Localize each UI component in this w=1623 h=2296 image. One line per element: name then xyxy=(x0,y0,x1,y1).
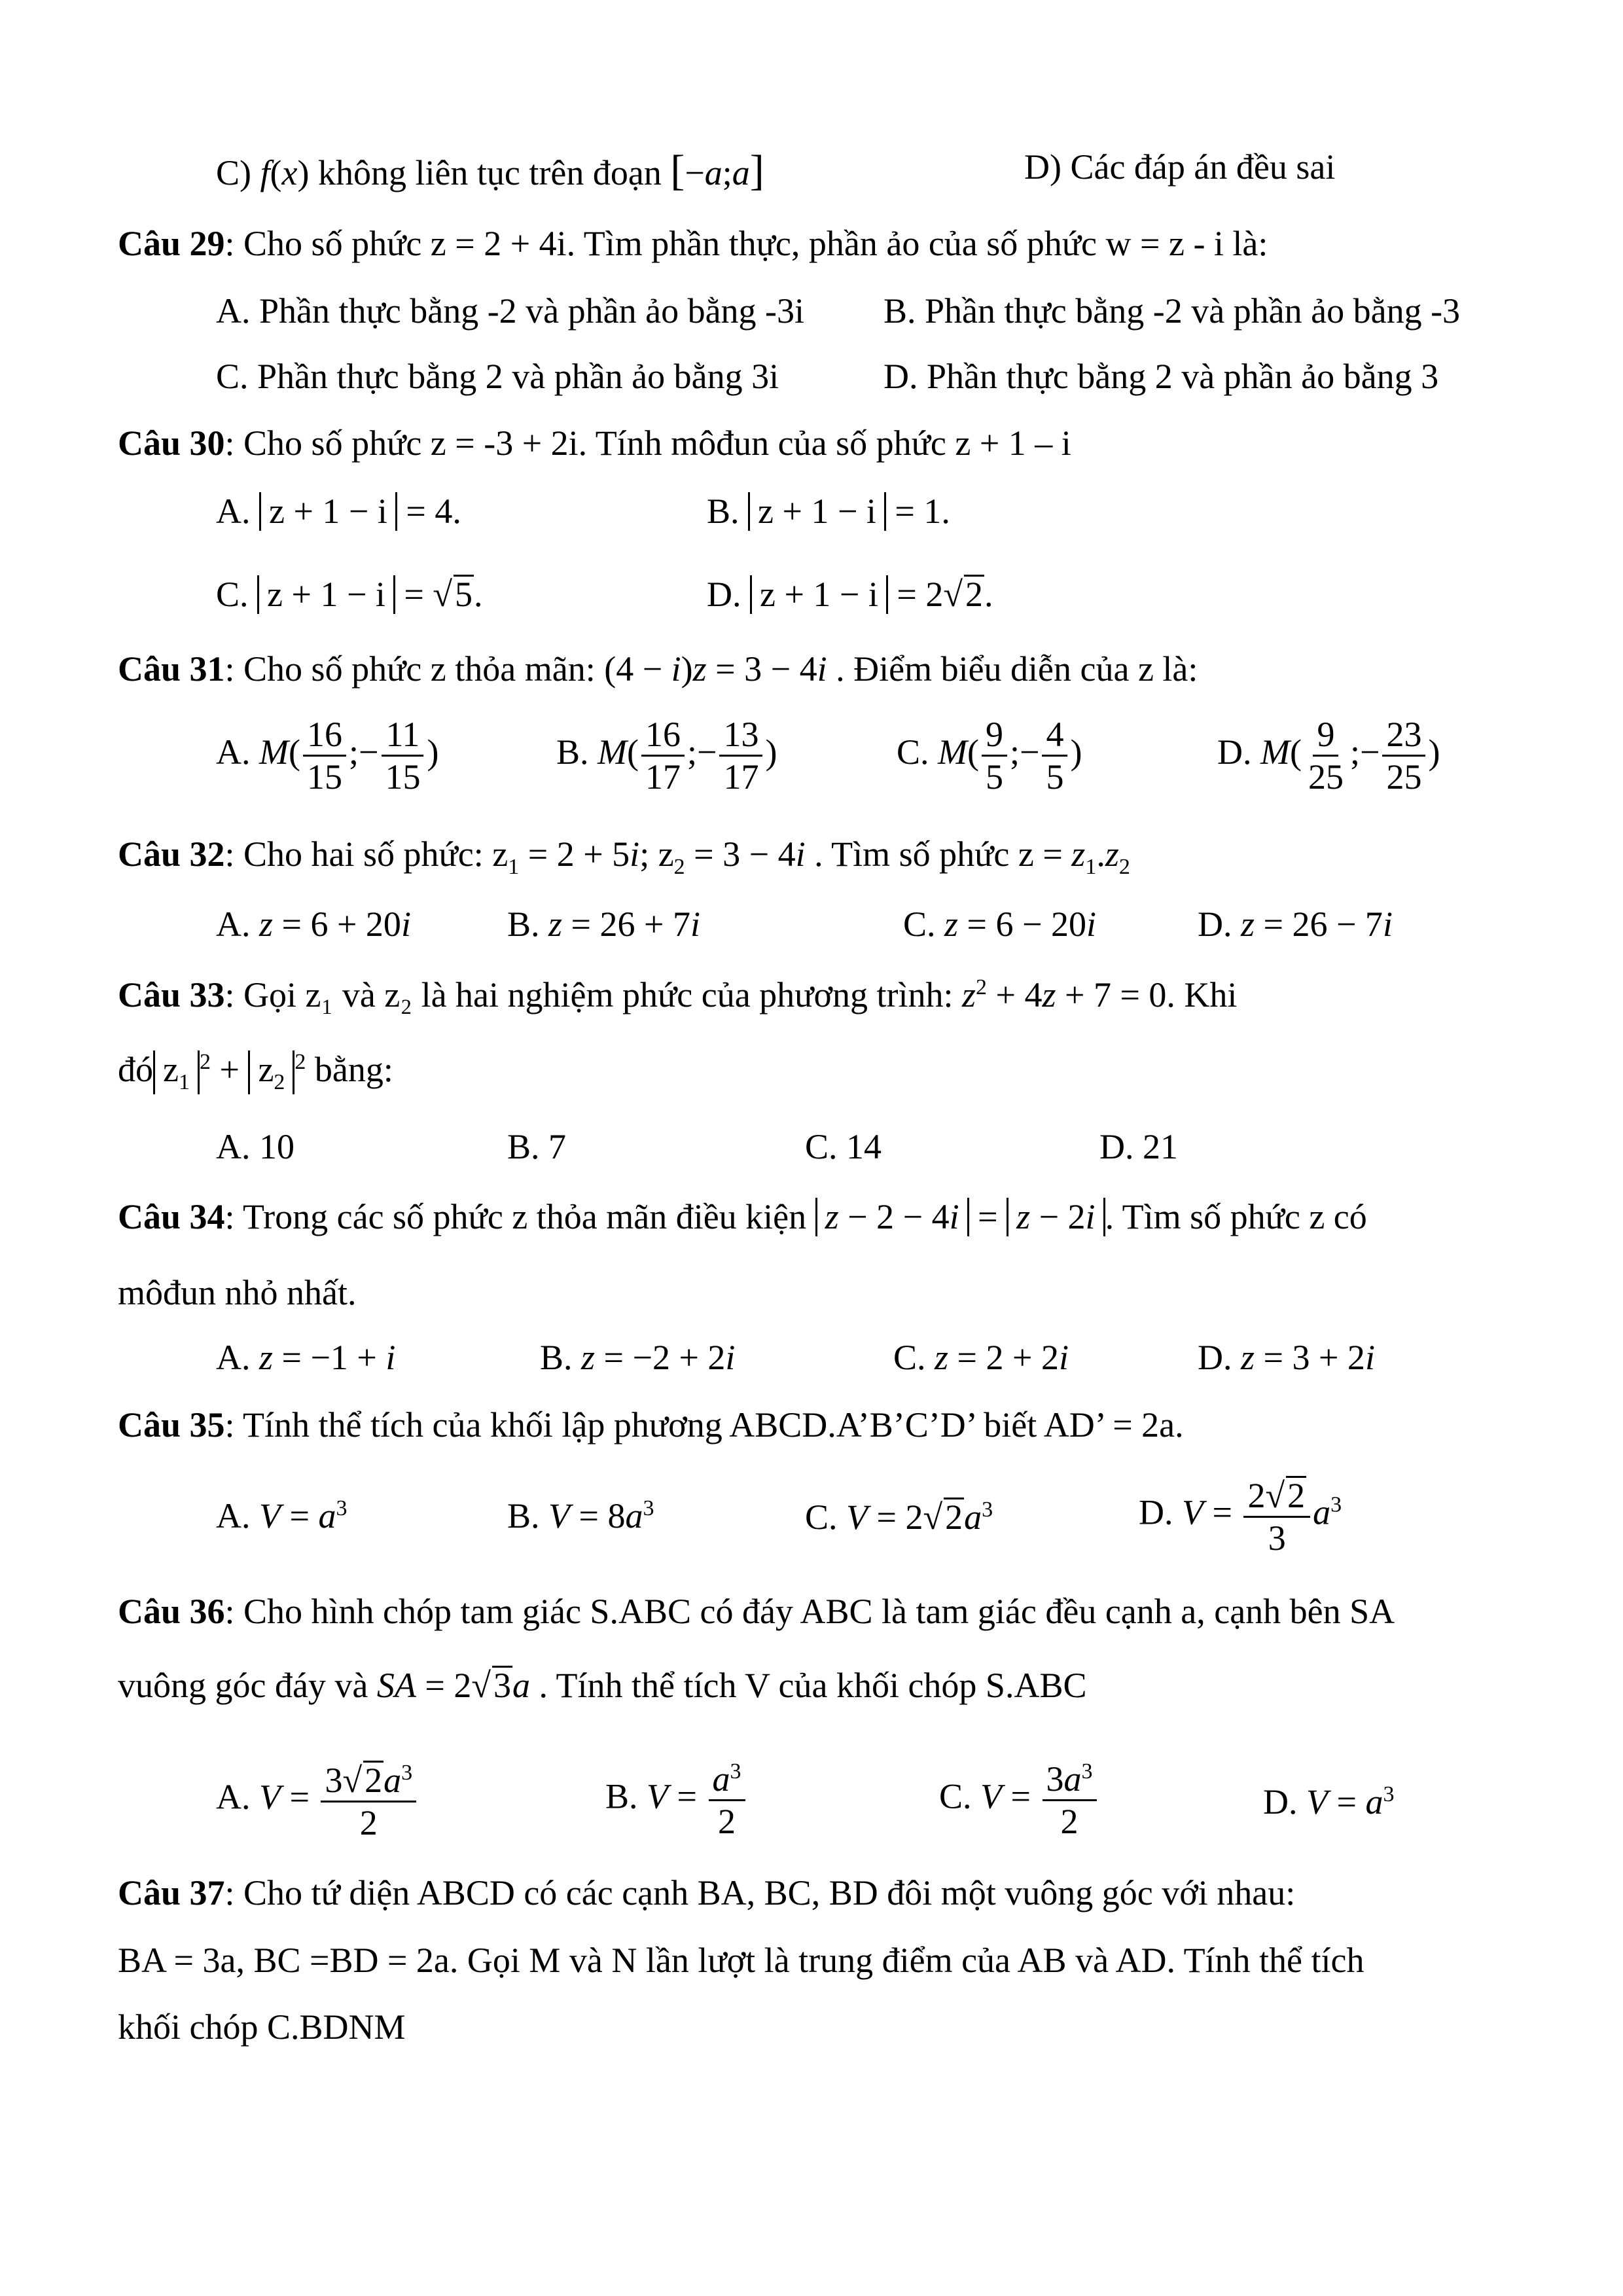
q29-option-b: B. Phần thực bằng -2 và phần ảo bằng -3 xyxy=(883,291,1461,331)
q33-stem: Câu 33: Gọi z₁ và z₂ là hai nghiệm phức của phương trình: $z^2 + 4z + 7 = 0$. Khi xyxy=(118,975,1238,1014)
q31-option-b: B. M( $\frac{16}{17}$ ;− $\frac{13}{17}$ ) xyxy=(556,715,777,797)
q34-option-a: A. z = −1 + i xyxy=(216,1338,396,1377)
q29-option-d: D. Phần thực bằng 2 và phần ảo bằng 3 xyxy=(883,357,1439,396)
q29-option-c: C. Phần thực bằng 2 và phần ảo bằng 3i xyxy=(216,357,779,396)
q30-option-b: B. z + 1 − i = 1. xyxy=(707,492,950,531)
q36-option-a: A. V = $\frac{3√2a^3}{2}$ xyxy=(216,1761,419,1840)
q31-option-a: A. M( $\frac{16}{15}$ ;− $\frac{11}{15}$ ) xyxy=(216,715,439,797)
q36-line2: vuông góc đáy và SA = 2√3a . Tính thể tích V của khối chóp S.ABC xyxy=(118,1666,1087,1705)
q32-option-c: C. z = 6 − 20i xyxy=(903,905,1096,944)
q30-stem: Câu 30: Cho số phức z = -3 + 2i. Tính môđun của số phức z + 1 – i xyxy=(118,423,1071,463)
q35-option-d: D. V = $\frac{2√2}{3}$ $a^3$ xyxy=(1139,1476,1342,1558)
q36-stem: Câu 36: Cho hình chóp tam giác S.ABC có đáy ABC là tam giác đều cạnh a, cạnh bên SA xyxy=(118,1592,1395,1631)
q31-option-d: D. M( $\frac{9}{25}$ ;− $\frac{23}{25}$ ) xyxy=(1217,715,1440,797)
q32-option-a: A. z = 6 + 20i xyxy=(216,905,411,944)
q32-stem: Câu 32: Cho hai số phức: $z_1 = 2 + 5i$; $z_2 = 3 - 4i$ . Tìm số phức $z = z_1.z_2$ xyxy=(118,834,1130,879)
q29-stem: Câu 29: Cho số phức z = 2 + 4i. Tìm phần thực, phần ảo của số phức w = z - i là: xyxy=(118,224,1268,263)
q32-option-d: D. z = 26 − 7i xyxy=(1198,905,1393,944)
q33-option-b: B. 7 xyxy=(507,1127,567,1166)
q31-stem: Câu 31: Cho số phức z thỏa mãn: (4 − i)z = 3 − 4i . Điểm biểu diễn của z là: xyxy=(118,649,1198,689)
q28-option-c: C) f(x) không liên tục trên đoạn [−a;a] xyxy=(216,147,764,194)
q34-line2: môđun nhỏ nhất. xyxy=(118,1273,357,1312)
q34-stem: Câu 34: Trong các số phức z thỏa mãn điều kiện z − 2 − 4i = z − 2i . Tìm số phức z có xyxy=(118,1197,1367,1236)
q36-option-d: D. $V = a^3$ xyxy=(1263,1782,1395,1821)
q30-option-d: D. z + 1 − i = 2√2. xyxy=(707,575,993,614)
q35-option-c: C. $V = 2√2a^3$ xyxy=(805,1498,993,1537)
q37-stem: Câu 37: Cho tứ diện ABCD có các cạnh BA, BC, BD đôi một vuông góc với nhau: xyxy=(118,1873,1296,1912)
q29-option-a: A. Phần thực bằng -2 và phần ảo bằng -3i xyxy=(216,291,805,331)
q34-option-c: C. z = 2 + 2i xyxy=(893,1338,1069,1377)
q35-stem: Câu 35: Tính thể tích của khối lập phương ABCD.A’B’C’D’ biết AD’ = 2a. xyxy=(118,1405,1184,1444)
q37-line2: BA = 3a, BC =BD = 2a. Gọi M và N lần lượt là trung điểm của AB và AD. Tính thể tích xyxy=(118,1941,1364,1980)
q28-option-d: D) Các đáp án đều sai xyxy=(1024,147,1336,187)
q30-option-a: A. z + 1 − i = 4. xyxy=(216,492,461,531)
q31-option-c: C. M( $\frac{9}{5}$ ;− $\frac{4}{5}$ ) xyxy=(897,715,1082,797)
q34-option-b: B. z = −2 + 2i xyxy=(540,1338,736,1377)
q33-option-c: C. 14 xyxy=(805,1127,882,1166)
q33-option-a: A. 10 xyxy=(216,1127,294,1166)
q33-option-d: D. 21 xyxy=(1099,1127,1178,1166)
q32-option-b: B. z = 26 + 7i xyxy=(507,905,700,944)
q34-option-d: D. z = 3 + 2i xyxy=(1198,1338,1375,1377)
q36-option-b: B. V = $\frac{a^3}{2}$ xyxy=(605,1761,748,1839)
q35-option-a: A. $V = a^3$ xyxy=(216,1496,348,1535)
q30-option-c: C. z + 1 − i = √5. xyxy=(216,575,483,614)
q37-line3: khối chóp C.BDNM xyxy=(118,2007,406,2047)
q35-option-b: B. $V = 8a^3$ xyxy=(507,1496,654,1535)
q36-option-c: C. V = $\frac{3a^3}{2}$ xyxy=(939,1761,1099,1839)
q33-line2: đó $z_1^2 + z_2^2$ bằng: xyxy=(118,1050,393,1094)
